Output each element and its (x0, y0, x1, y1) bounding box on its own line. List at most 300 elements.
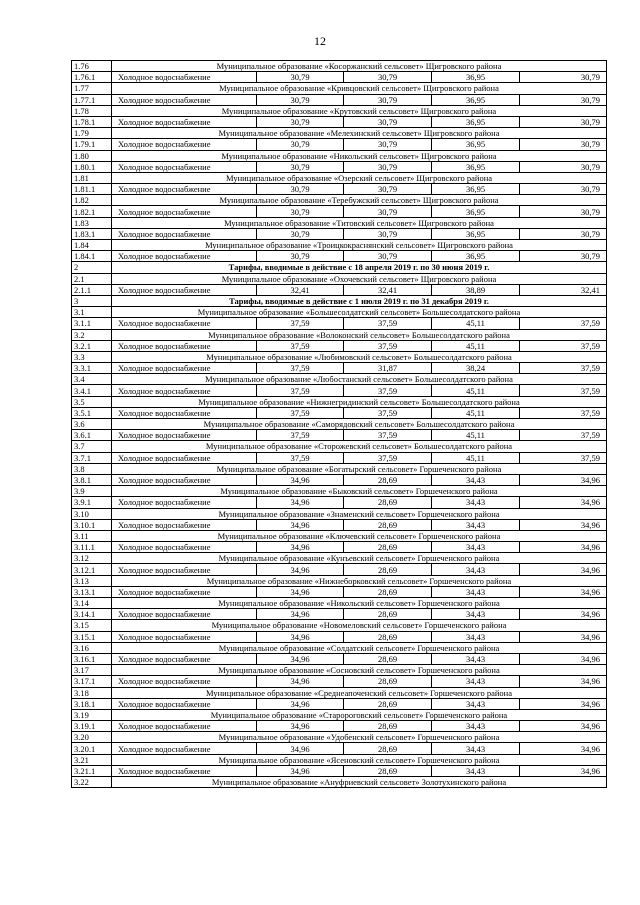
tariff-value-1: 37,59 (257, 407, 344, 418)
tariff-value-1: 30,79 (257, 139, 344, 150)
row-number: 1.78.1 (72, 116, 112, 127)
row-number: 1.79.1 (72, 139, 112, 150)
municipality-title: Муниципальное образование «Косоржанский сельсовет» Щигровского района (112, 61, 607, 72)
tariff-value-2: 30,79 (344, 94, 432, 105)
service-name: Холодное водоснабжение (112, 430, 257, 441)
tariff-value-1: 30,79 (257, 206, 344, 217)
row-number: 3.2.1 (72, 340, 112, 351)
tariff-value-1: 34,96 (257, 586, 344, 597)
municipality-title: Муниципальное образование «Кривцовский сельсовет» Щигровского района (112, 83, 607, 94)
tariff-value-1: 30,79 (257, 72, 344, 83)
tariff-value-1: 34,96 (257, 721, 344, 732)
service-name: Холодное водоснабжение (112, 184, 257, 195)
row-number: 3.11.1 (72, 542, 112, 553)
section-number: 3 (72, 295, 112, 306)
row-number: 3.5.1 (72, 407, 112, 418)
service-name: Холодное водоснабжение (112, 721, 257, 732)
tariff-table (71, 60, 607, 788)
municipality-row (72, 195, 607, 206)
tariff-value-3: 45,11 (432, 430, 520, 441)
tariff-value-1: 30,79 (257, 94, 344, 105)
tariff-value-3: 36,95 (432, 228, 520, 239)
row-number: 3.7 (72, 441, 112, 452)
tariff-value-3: 36,95 (432, 72, 520, 83)
tariff-value-4: 37,59 (520, 363, 607, 374)
municipality-row (72, 508, 607, 519)
tariff-row (72, 586, 607, 597)
row-number: 3.22 (72, 777, 112, 788)
municipality-row (72, 374, 607, 385)
row-number: 3.2 (72, 329, 112, 340)
tariff-value-3: 34,43 (432, 631, 520, 642)
tariff-value-1: 34,96 (257, 653, 344, 664)
municipality-row (72, 329, 607, 340)
row-number: 1.82.1 (72, 206, 112, 217)
row-number: 3.8 (72, 463, 112, 474)
row-number: 3.20 (72, 732, 112, 743)
tariff-value-1: 32,41 (257, 284, 344, 295)
service-name: Холодное водоснабжение (112, 161, 257, 172)
municipality-row (72, 172, 607, 183)
row-number: 1.76 (72, 61, 112, 72)
row-number: 3.18.1 (72, 698, 112, 709)
municipality-title: Муниципальное образование «Среднеапоченский сельсовет» Горшеченского района (112, 687, 607, 698)
row-number: 3.8.1 (72, 474, 112, 485)
tariff-value-2: 30,79 (344, 228, 432, 239)
row-number: 3.12 (72, 553, 112, 564)
tariff-value-4: 30,79 (520, 94, 607, 105)
service-name: Холодное водоснабжение (112, 407, 257, 418)
row-number: 3.19.1 (72, 721, 112, 732)
row-number: 3.21.1 (72, 765, 112, 776)
section-row (72, 295, 607, 306)
tariff-value-3: 34,43 (432, 743, 520, 754)
municipality-title: Муниципальное образование «Кунъевский сельсовет» Горшеченского района (112, 553, 607, 564)
row-number: 1.76.1 (72, 72, 112, 83)
tariff-value-2: 28,69 (344, 653, 432, 664)
tariff-value-2: 28,69 (344, 743, 432, 754)
tariff-value-1: 34,96 (257, 698, 344, 709)
tariff-value-3: 34,43 (432, 698, 520, 709)
tariff-value-3: 45,11 (432, 407, 520, 418)
tariff-row (72, 653, 607, 664)
municipality-row (72, 83, 607, 94)
tariff-value-3: 38,89 (432, 284, 520, 295)
tariff-value-2: 30,79 (344, 184, 432, 195)
tariff-value-3: 45,11 (432, 318, 520, 329)
tariff-row (72, 161, 607, 172)
service-name: Холодное водоснабжение (112, 251, 257, 262)
municipality-row (72, 598, 607, 609)
row-number: 1.84 (72, 240, 112, 251)
tariff-row (72, 116, 607, 127)
tariff-value-3: 34,43 (432, 721, 520, 732)
row-number: 3.15.1 (72, 631, 112, 642)
row-number: 1.78 (72, 105, 112, 116)
municipality-title: Муниципальное образование «Сосновский сельсовет» Горшеченского района (112, 665, 607, 676)
tariff-value-2: 30,79 (344, 139, 432, 150)
municipality-row (72, 61, 607, 72)
service-name: Холодное водоснабжение (112, 698, 257, 709)
tariff-value-2: 28,69 (344, 542, 432, 553)
tariff-value-3: 34,43 (432, 586, 520, 597)
tariff-value-1: 34,96 (257, 676, 344, 687)
tariff-value-4: 37,59 (520, 430, 607, 441)
service-name: Холодное водоснабжение (112, 765, 257, 776)
tariff-row (72, 676, 607, 687)
row-number: 3.16 (72, 642, 112, 653)
municipality-row (72, 709, 607, 720)
section-number: 2 (72, 262, 112, 273)
municipality-row (72, 396, 607, 407)
municipality-row (72, 150, 607, 161)
tariff-value-3: 34,43 (432, 542, 520, 553)
tariff-value-4: 30,79 (520, 184, 607, 195)
tariff-row (72, 631, 607, 642)
tariff-value-4: 37,59 (520, 318, 607, 329)
tariff-value-4: 34,96 (520, 564, 607, 575)
tariff-value-3: 36,95 (432, 184, 520, 195)
tariff-value-4: 30,79 (520, 161, 607, 172)
tariff-row (72, 497, 607, 508)
service-name: Холодное водоснабжение (112, 385, 257, 396)
row-number: 3.19 (72, 709, 112, 720)
municipality-title: Муниципальное образование «Ключевский сельсовет» Горшеченского района (112, 530, 607, 541)
municipality-row (72, 307, 607, 318)
tariff-value-3: 34,43 (432, 676, 520, 687)
municipality-row (72, 441, 607, 452)
tariff-row (72, 385, 607, 396)
row-number: 3.4.1 (72, 385, 112, 396)
municipality-title: Муниципальное образование «Нижнегридинский сельсовет» Большесолдатского района (112, 396, 607, 407)
service-name: Холодное водоснабжение (112, 228, 257, 239)
row-number: 1.80.1 (72, 161, 112, 172)
tariff-value-3: 34,43 (432, 653, 520, 664)
tariff-value-1: 34,96 (257, 765, 344, 776)
service-name: Холодное водоснабжение (112, 497, 257, 508)
row-number: 3.6 (72, 419, 112, 430)
municipality-title: Муниципальное образование «Ануфриевский сельсовет» Золотухинского района (112, 777, 607, 788)
tariff-value-1: 30,79 (257, 116, 344, 127)
row-number: 1.82 (72, 195, 112, 206)
service-name: Холодное водоснабжение (112, 340, 257, 351)
tariff-row (72, 228, 607, 239)
tariff-value-1: 30,79 (257, 184, 344, 195)
row-number: 3.1 (72, 307, 112, 318)
municipality-row (72, 419, 607, 430)
service-name: Холодное водоснабжение (112, 116, 257, 127)
municipality-title: Муниципальное образование «Новомеловский сельсовет» Горшеченского района (112, 620, 607, 631)
row-number: 3.18 (72, 687, 112, 698)
tariff-value-4: 37,59 (520, 385, 607, 396)
tariff-value-3: 45,11 (432, 452, 520, 463)
row-number: 3.14 (72, 598, 112, 609)
tariff-value-3: 34,43 (432, 474, 520, 485)
tariff-value-4: 37,59 (520, 407, 607, 418)
tariff-value-2: 37,59 (344, 318, 432, 329)
municipality-row (72, 128, 607, 139)
service-name: Холодное водоснабжение (112, 452, 257, 463)
tariff-value-3: 34,43 (432, 497, 520, 508)
tariff-value-2: 28,69 (344, 474, 432, 485)
tariff-row (72, 94, 607, 105)
municipality-title: Муниципальное образование «Теребужский сельсовет» Щигровского района (112, 195, 607, 206)
tariff-value-1: 30,79 (257, 251, 344, 262)
tariff-row (72, 407, 607, 418)
municipality-row (72, 665, 607, 676)
tariff-value-2: 37,59 (344, 407, 432, 418)
municipality-title: Муниципальное образование «Охочевский сельсовет» Щигровского района (112, 273, 607, 284)
tariff-value-2: 30,79 (344, 72, 432, 83)
tariff-value-2: 28,69 (344, 586, 432, 597)
row-number: 3.11 (72, 530, 112, 541)
tariff-value-4: 34,96 (520, 586, 607, 597)
municipality-title: Муниципальное образование «Богатырский сельсовет» Горшеченского района (112, 463, 607, 474)
tariff-row (72, 184, 607, 195)
row-number: 3.1.1 (72, 318, 112, 329)
tariff-value-2: 28,69 (344, 497, 432, 508)
municipality-row (72, 105, 607, 116)
tariff-value-4: 30,79 (520, 139, 607, 150)
row-number: 1.77.1 (72, 94, 112, 105)
tariff-value-2: 28,69 (344, 631, 432, 642)
section-row (72, 262, 607, 273)
row-number: 3.9.1 (72, 497, 112, 508)
row-number: 1.80 (72, 150, 112, 161)
tariff-value-2: 30,79 (344, 206, 432, 217)
tariff-value-3: 36,95 (432, 251, 520, 262)
tariff-value-2: 37,59 (344, 340, 432, 351)
tariff-value-3: 45,11 (432, 385, 520, 396)
service-name: Холодное водоснабжение (112, 564, 257, 575)
municipality-row (72, 777, 607, 788)
municipality-title: Муниципальное образование «Саморядовский сельсовет» Большесолдатского района (112, 419, 607, 430)
row-number: 3.10 (72, 508, 112, 519)
municipality-title: Муниципальное образование «Любостанский сельсовет» Большесолдатского района (112, 374, 607, 385)
tariff-row (72, 452, 607, 463)
row-number: 3.16.1 (72, 653, 112, 664)
tariff-row (72, 698, 607, 709)
tariff-value-2: 28,69 (344, 609, 432, 620)
municipality-title: Муниципальное образование «Большесолдатский сельсовет» Большесолдатского района (112, 307, 607, 318)
tariff-value-2: 28,69 (344, 676, 432, 687)
tariff-value-3: 36,95 (432, 206, 520, 217)
tariff-row (72, 765, 607, 776)
tariff-value-2: 37,59 (344, 385, 432, 396)
row-number: 1.83 (72, 217, 112, 228)
tariff-value-2: 28,69 (344, 519, 432, 530)
tariff-value-4: 34,96 (520, 519, 607, 530)
tariff-row (72, 318, 607, 329)
municipality-row (72, 620, 607, 631)
municipality-row (72, 240, 607, 251)
municipality-title: Муниципальное образование «Волоконский сельсовет» Большесолдатского района (112, 329, 607, 340)
tariff-value-3: 34,43 (432, 564, 520, 575)
municipality-title: Муниципальное образование «Нижнеборковский сельсовет» Горшеченского района (112, 575, 607, 586)
municipality-title: Муниципальное образование «Никольский сельсовет» Щигровского района (112, 150, 607, 161)
row-number: 1.79 (72, 128, 112, 139)
tariff-value-1: 34,96 (257, 474, 344, 485)
tariff-value-2: 30,79 (344, 251, 432, 262)
service-name: Холодное водоснабжение (112, 284, 257, 295)
row-number: 3.4 (72, 374, 112, 385)
tariff-value-1: 37,59 (257, 318, 344, 329)
municipality-title: Муниципальное образование «Троицкокраснянский сельсовет» Щигровского района (112, 240, 607, 251)
tariff-value-3: 36,95 (432, 116, 520, 127)
tariff-row (72, 72, 607, 83)
service-name: Холодное водоснабжение (112, 653, 257, 664)
tariff-value-4: 34,96 (520, 676, 607, 687)
tariff-value-1: 34,96 (257, 743, 344, 754)
row-number: 3.7.1 (72, 452, 112, 463)
tariff-value-1: 34,96 (257, 542, 344, 553)
service-name: Холодное водоснабжение (112, 94, 257, 105)
tariff-row (72, 139, 607, 150)
tariff-value-2: 30,79 (344, 161, 432, 172)
row-number: 3.9 (72, 486, 112, 497)
row-number: 2.1.1 (72, 284, 112, 295)
tariff-value-1: 30,79 (257, 228, 344, 239)
municipality-row (72, 642, 607, 653)
tariff-value-4: 34,96 (520, 474, 607, 485)
municipality-title: Муниципальное образование «Знаменский сельсовет» Горшеченского района (112, 508, 607, 519)
tariff-value-2: 28,69 (344, 564, 432, 575)
row-number: 1.83.1 (72, 228, 112, 239)
row-number: 1.81 (72, 172, 112, 183)
tariff-value-3: 34,43 (432, 609, 520, 620)
tariff-value-1: 34,96 (257, 609, 344, 620)
tariff-value-1: 37,59 (257, 430, 344, 441)
tariff-value-1: 37,59 (257, 363, 344, 374)
tariff-row (72, 363, 607, 374)
service-name: Холодное водоснабжение (112, 676, 257, 687)
tariff-value-3: 36,95 (432, 139, 520, 150)
row-number: 3.20.1 (72, 743, 112, 754)
municipality-title: Муниципальное образование «Старороговский сельсовет» Горшеченского района (112, 709, 607, 720)
row-number: 3.10.1 (72, 519, 112, 530)
tariff-value-2: 28,69 (344, 721, 432, 732)
tariff-value-1: 30,79 (257, 161, 344, 172)
row-number: 3.21 (72, 754, 112, 765)
row-number: 3.17.1 (72, 676, 112, 687)
service-name: Холодное водоснабжение (112, 542, 257, 553)
tariff-value-4: 34,96 (520, 653, 607, 664)
tariff-value-2: 28,69 (344, 765, 432, 776)
tariff-value-1: 34,96 (257, 631, 344, 642)
row-number: 1.77 (72, 83, 112, 94)
tariff-value-4: 34,96 (520, 631, 607, 642)
tariff-value-1: 34,96 (257, 564, 344, 575)
service-name: Холодное водоснабжение (112, 586, 257, 597)
service-name: Холодное водоснабжение (112, 743, 257, 754)
row-number: 3.13.1 (72, 586, 112, 597)
tariff-value-2: 31,87 (344, 363, 432, 374)
page-number: 12 (314, 34, 326, 48)
row-number: 3.17 (72, 665, 112, 676)
municipality-title: Муниципальное образование «Крутовский сельсовет» Щигровского района (112, 105, 607, 116)
tariff-row (72, 474, 607, 485)
service-name: Холодное водоснабжение (112, 631, 257, 642)
tariff-value-1: 34,96 (257, 519, 344, 530)
municipality-row (72, 575, 607, 586)
tariff-value-4: 37,59 (520, 340, 607, 351)
tariff-row (72, 564, 607, 575)
tariff-value-4: 34,96 (520, 765, 607, 776)
municipality-title: Муниципальное образование «Сторожевский сельсовет» Большесолдатского района (112, 441, 607, 452)
tariff-value-3: 36,95 (432, 94, 520, 105)
tariff-value-3: 36,95 (432, 161, 520, 172)
tariff-value-2: 32,41 (344, 284, 432, 295)
service-name: Холодное водоснабжение (112, 474, 257, 485)
tariff-value-4: 34,96 (520, 497, 607, 508)
municipality-row (72, 732, 607, 743)
service-name: Холодное водоснабжение (112, 139, 257, 150)
service-name: Холодное водоснабжение (112, 206, 257, 217)
tariff-row (72, 519, 607, 530)
tariff-row (72, 206, 607, 217)
tariff-row (72, 430, 607, 441)
tariff-value-4: 30,79 (520, 206, 607, 217)
municipality-row (72, 217, 607, 228)
tariff-value-3: 38,24 (432, 363, 520, 374)
row-number: 3.14.1 (72, 609, 112, 620)
tariff-row (72, 340, 607, 351)
tariff-row (72, 251, 607, 262)
tariff-row (72, 743, 607, 754)
service-name: Холодное водоснабжение (112, 318, 257, 329)
service-name: Холодное водоснабжение (112, 363, 257, 374)
municipality-row (72, 754, 607, 765)
tariff-value-3: 45,11 (432, 340, 520, 351)
row-number: 3.3.1 (72, 363, 112, 374)
row-number: 2.1 (72, 273, 112, 284)
row-number: 3.3 (72, 351, 112, 362)
municipality-row (72, 486, 607, 497)
tariff-value-3: 34,43 (432, 519, 520, 530)
row-number: 3.6.1 (72, 430, 112, 441)
tariff-value-4: 30,79 (520, 72, 607, 83)
tariff-value-2: 28,69 (344, 698, 432, 709)
tariff-value-4: 30,79 (520, 116, 607, 127)
municipality-row (72, 553, 607, 564)
tariff-value-1: 37,59 (257, 340, 344, 351)
municipality-title: Муниципальное образование «Мелехинский сельсовет» Щигровского района (112, 128, 607, 139)
tariff-value-1: 37,59 (257, 385, 344, 396)
row-number: 3.12.1 (72, 564, 112, 575)
row-number: 3.13 (72, 575, 112, 586)
tariff-value-4: 34,96 (520, 721, 607, 732)
municipality-title: Муниципальное образование «Озерский сельсовет» Щигровского района (112, 172, 607, 183)
tariff-value-4: 30,79 (520, 228, 607, 239)
municipality-title: Муниципальное образование «Солдатский сельсовет» Горшеченского района (112, 642, 607, 653)
tariff-value-4: 30,79 (520, 251, 607, 262)
tariff-table-body (72, 61, 607, 788)
tariff-value-4: 34,96 (520, 743, 607, 754)
municipality-title: Муниципальное образование «Титовский сельсовет» Щигровского района (112, 217, 607, 228)
section-title: Тарифы, вводимые в действие с 18 апреля 2019 г. по 30 июня 2019 г. (112, 262, 607, 273)
municipality-title: Муниципальное образование «Любимовский сельсовет» Большесолдатского района (112, 351, 607, 362)
tariff-value-4: 34,96 (520, 698, 607, 709)
row-number: 1.81.1 (72, 184, 112, 195)
municipality-title: Муниципальное образование «Удобенский сельсовет» Горшеченского района (112, 732, 607, 743)
tariff-row (72, 542, 607, 553)
tariff-value-4: 34,96 (520, 542, 607, 553)
tariff-value-2: 30,79 (344, 116, 432, 127)
service-name: Холодное водоснабжение (112, 519, 257, 530)
municipality-row (72, 351, 607, 362)
tariff-value-2: 37,59 (344, 452, 432, 463)
tariff-value-2: 37,59 (344, 430, 432, 441)
